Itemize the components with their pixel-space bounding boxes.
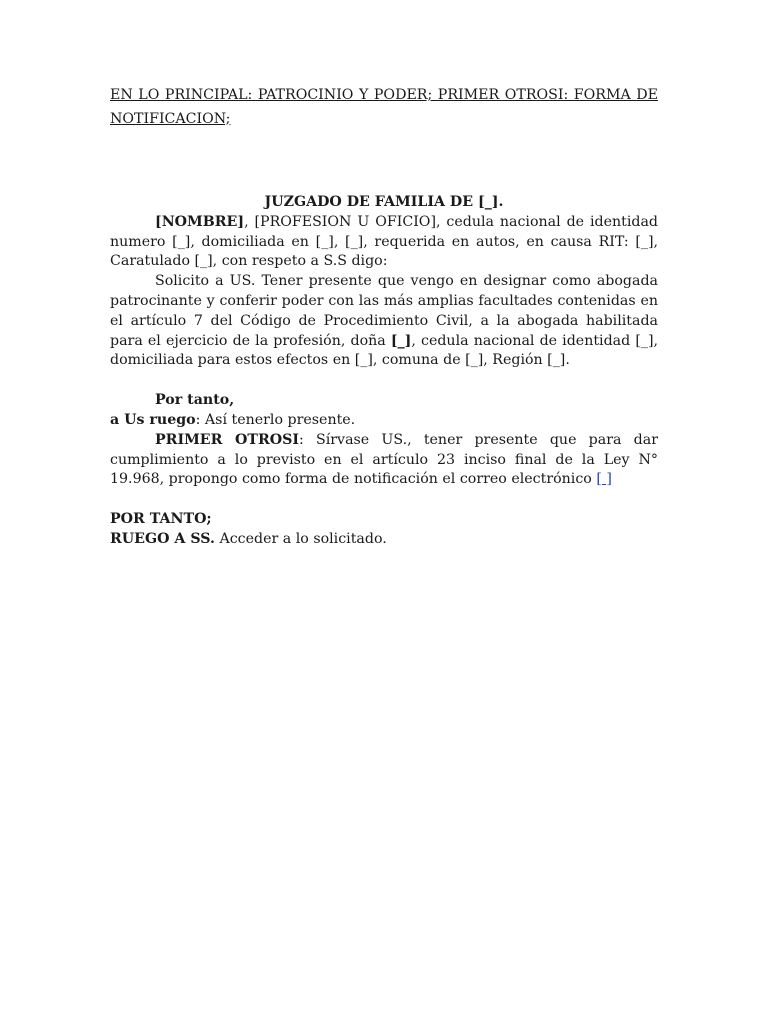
document-page (110, 84, 658, 550)
ruego-ss-text: Acceder a lo solicitado. (214, 530, 387, 547)
paragraph-request (110, 272, 658, 371)
document-heading: EN LO PRINCIPAL: PATROCINIO Y PODER; PRIMER OTROSI: FORMA DE NOTIFICACION; (110, 87, 658, 127)
paragraph-otrosi (110, 431, 658, 490)
por-tanto-label: Por tanto, (155, 392, 235, 409)
paragraph-identification (110, 213, 658, 272)
request-text-1: Solicito a US. Tener presente que vengo en designar como abogada patrocinante y conferir poder con las más amplias facultades contenidas en el artículo 7 del Código de Procedimiento Civil, a la abogada habilitada para el ejercicio de la profesión, doña (110, 273, 658, 349)
ruego-text: : Así tenerlo presente. (195, 411, 356, 428)
ruego-label: a Us ruego (110, 411, 196, 428)
email-link[interactable]: [ ] (596, 471, 612, 488)
otrosi-text: : Sírvase US., tener presente que para dar cumplimiento a lo previsto en el artículo 23 inciso final de la Ley N° 19.968, propongo como forma de notificación el correo electrónico (110, 431, 659, 488)
closing-principal (110, 391, 658, 431)
lawyer-name-placeholder: [_] (390, 332, 412, 349)
name-placeholder: [NOMBRE] (155, 213, 245, 230)
otrosi-label: PRIMER OTROSI (155, 431, 300, 448)
identification-text: , [PROFESION U OFICIO], cedula nacional de identidad numero [_], domiciliada en [_], [_], requerida en autos, en causa RIT: [_], Caratulado [_], con respeto a S.S digo: (110, 213, 658, 270)
por-tanto-final: POR TANTO; (110, 511, 212, 528)
request-text-2: , cedula nacional de identidad [_], domiciliada para estos efectos en [_], comuna de [_], Región [_]. (110, 332, 658, 369)
ruego-ss-label: RUEGO A SS. (110, 530, 215, 547)
closing-final (110, 510, 658, 550)
court-title: JUZGADO DE FAMILIA DE [_]. (264, 194, 504, 210)
